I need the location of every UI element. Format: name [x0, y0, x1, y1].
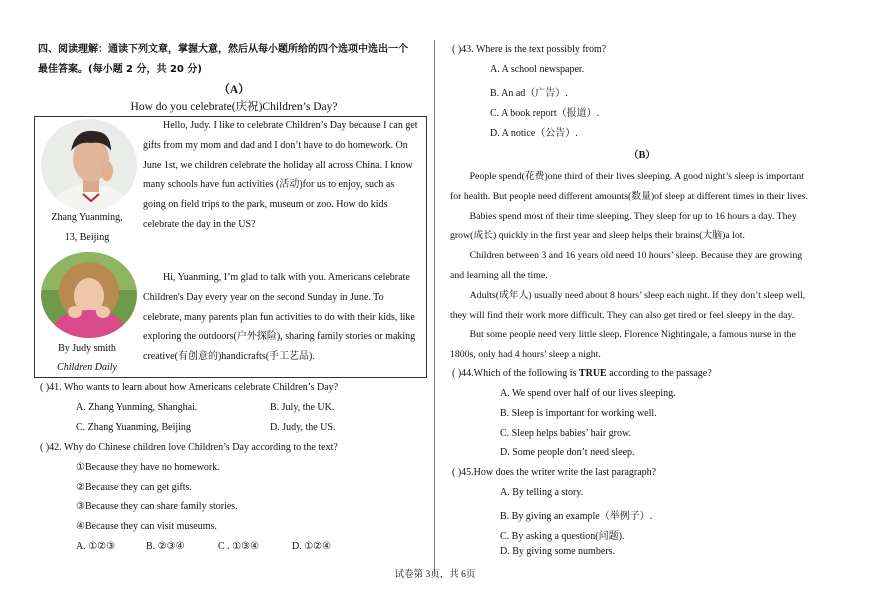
- q41-option-b[interactable]: B. July, the UK.: [270, 402, 335, 413]
- q42-item-3: ③Because they can share family stories.: [76, 501, 238, 512]
- judy-paragraph: [143, 268, 423, 367]
- passage-b: [450, 167, 826, 365]
- q42-option-d[interactable]: D. ①②④: [292, 541, 332, 552]
- judy-line: celebrate, many parents plan fun activities to do with their kids, like: [143, 311, 415, 323]
- q42-option-b[interactable]: B. ②③④: [146, 541, 185, 552]
- q42-item-1: ①Because they have no homework.: [76, 462, 220, 473]
- page-footer: 试卷第 3页，共 6页: [394, 570, 476, 580]
- q42-stem: ( )42. Why do Chinese children love Children’s Day according to the text?: [40, 442, 338, 453]
- section-heading-line2: 最佳答案。(每小题 2 分，共 20 分): [38, 63, 202, 75]
- judy-line: Children's Day every year on the second Sunday in June. To: [143, 291, 384, 303]
- judy-photo: [41, 252, 137, 338]
- judy-line: exploring the outdoors(户外探险), sharing family stories or making: [143, 331, 416, 343]
- passage-b-line: But some people need very little sleep. Florence Nightingale, a famous nurse in the: [469, 329, 796, 341]
- q41-option-c[interactable]: C. Zhang Yuanming, Beijing: [76, 422, 191, 433]
- q45-option-a[interactable]: A. By telling a story.: [500, 487, 584, 498]
- q45-option-d[interactable]: D. By giving some numbers.: [500, 546, 615, 557]
- section-heading-line1: 四、阅读理解：通读下列文章，掌握大意，然后从每小题所给的四个选项中选出一个: [38, 44, 408, 55]
- q43-option-b[interactable]: B. An ad（广告）.: [490, 88, 568, 99]
- passage-b-line: and learning all the time.: [450, 269, 548, 281]
- passage-b-line: they will find their work more difficult. They can also get tired or feel sleepy in the day.: [450, 309, 795, 321]
- q44-stem-pre: ( )44.Which of the following is: [452, 368, 579, 379]
- q41-stem: ( )41. Who wants to learn about how Americans celebrate Children’s Day?: [40, 382, 339, 393]
- q42-option-c[interactable]: C . ①③④: [218, 541, 260, 552]
- passage-a-box: [34, 116, 427, 378]
- passage-a-title: How do you celebrate(庆祝)Children’s Day?: [130, 101, 338, 113]
- q43-option-d[interactable]: D. A notice（公告）.: [490, 128, 578, 139]
- q45-stem: ( )45.How does the writer write the last paragraph?: [452, 467, 657, 478]
- zhang-line: going on field trips to the park, museum or zoo. How do kids: [143, 199, 388, 211]
- q44-stem-true: TRUE: [578, 368, 607, 379]
- q44-stem-post: according to the passage?: [606, 368, 712, 379]
- zhang-line: gifts from my mom and dad and I don’t have to do homework. On: [143, 139, 408, 151]
- passage-b-label: （B）: [628, 150, 656, 161]
- judy-line: creative(有创意的)handicrafts(手工艺品).: [143, 351, 315, 363]
- zhang-paragraph: [143, 116, 423, 235]
- passage-a-label: （A）: [218, 84, 250, 96]
- q44-option-d[interactable]: D. Some people don’t need sleep.: [500, 447, 635, 458]
- q45-option-b[interactable]: B. By giving an example（举例子）.: [500, 511, 653, 522]
- judy-caption-source: Children Daily: [57, 362, 117, 373]
- zhang-caption-age: 13, Beijing: [64, 232, 110, 243]
- q44-option-b[interactable]: B. Sleep is important for working well.: [500, 408, 657, 419]
- passage-b-line: for health. But people need different amounts(数量)of sleep at different times in their lives.: [450, 190, 808, 202]
- q44-option-a[interactable]: A. We spend over half of our lives sleeping.: [500, 388, 676, 399]
- zhang-caption-name: Zhang Yuanming,: [51, 212, 123, 223]
- zhang-line: celebrate the day in the US?: [143, 218, 256, 230]
- q43-option-c[interactable]: C. A book report（报道）.: [490, 108, 600, 119]
- passage-b-line: Babies spend most of their time sleeping. They sleep for up to 16 hours a day. They: [469, 210, 797, 222]
- q41-option-a[interactable]: A. Zhang Yunming, Shanghai.: [76, 402, 198, 413]
- zhang-line: June 1st, we children celebrate the holiday all across China. I know: [143, 159, 413, 171]
- q43-option-a[interactable]: A. A school newspaper.: [490, 64, 585, 75]
- q42-item-2: ②Because they can get gifts.: [76, 482, 192, 493]
- zhang-line: Hello, Judy. I like to celebrate Children’s Day because I can get: [163, 120, 418, 131]
- q43-stem: ( )43. Where is the text possibly from?: [452, 44, 607, 55]
- passage-b-line: 1800s, only had 4 hours’ sleep a night.: [450, 349, 601, 361]
- judy-caption-name: By Judy smith: [58, 343, 116, 354]
- q44-option-c[interactable]: C. Sleep helps babies’ hair grow.: [500, 428, 632, 439]
- passage-b-line: Children between 3 and 16 years old need 10 hours’ sleep. Because they are growing: [469, 250, 803, 262]
- q42-option-a[interactable]: A. ①②③: [76, 541, 116, 552]
- zhang-photo: [41, 119, 137, 211]
- passage-b-line: People spend(花费)one third of their lives sleeping. A good night’s sleep is important: [469, 171, 805, 182]
- passage-b-line: grow(成长) quickly in the first year and sleep helps their brains(大脑)a lot.: [450, 230, 745, 242]
- q41-option-d[interactable]: D. Judy, the US.: [270, 422, 336, 433]
- passage-b-line: Adults(成年人) usually need about 8 hours’ sleep each night. If they don’t sleep well,: [469, 289, 806, 301]
- q45-option-c[interactable]: C. By asking a question(问题).: [500, 531, 625, 542]
- zhang-line: many schools have fun activities (活动)for us to enjoy, such as: [143, 179, 395, 191]
- column-divider: [434, 40, 435, 574]
- judy-line: Hi, Yuanming, I’m glad to talk with you. Americans celebrate: [163, 272, 410, 283]
- q44-stem: [452, 368, 712, 379]
- q42-item-4: ④Because they can visit museums.: [76, 521, 217, 532]
- section-heading: [38, 40, 430, 80]
